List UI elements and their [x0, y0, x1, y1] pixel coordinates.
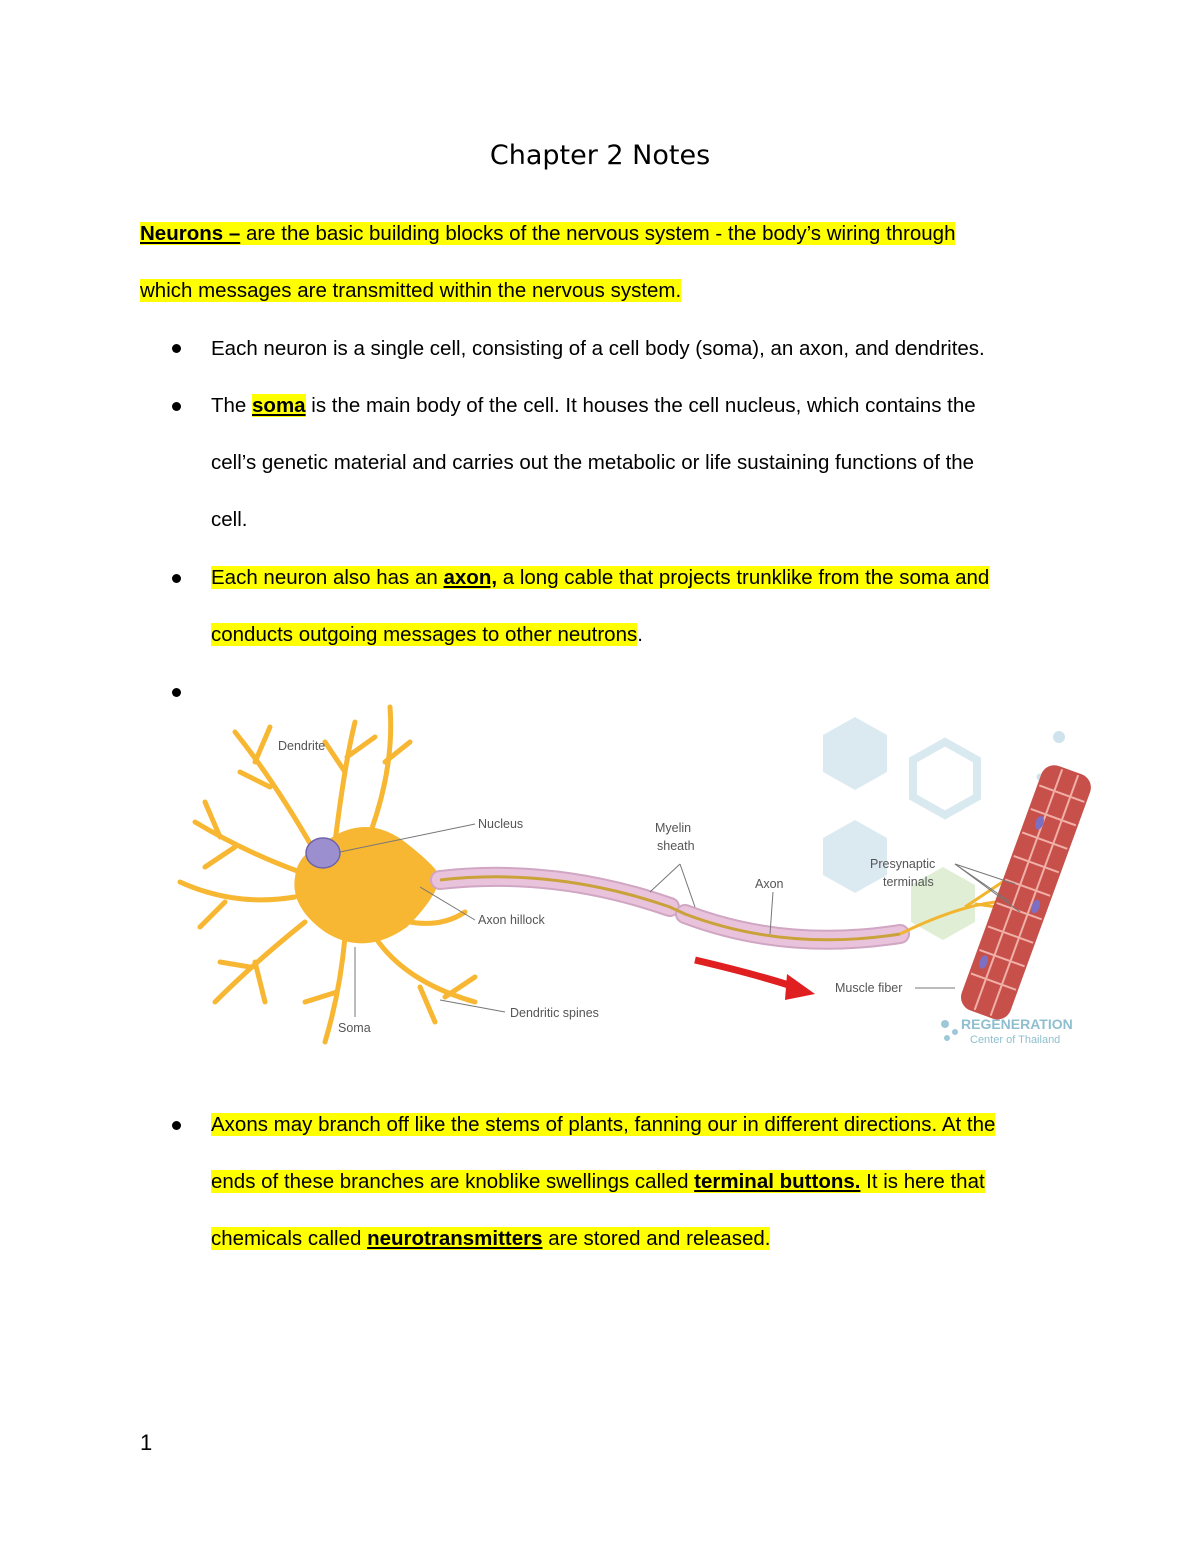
intro-text-2: which messages are transmitted within the nervous system. [140, 279, 682, 302]
label-presynaptic-1: Presynaptic [870, 857, 936, 871]
bullet-3-period: . [637, 623, 643, 646]
label-dendrite: Dendrite [278, 739, 326, 753]
direction-arrow [695, 960, 795, 987]
neuron-diagram [175, 702, 1095, 1052]
label-myelin-2: sheath [657, 839, 695, 853]
watermark-title: REGENERATION [961, 1016, 1073, 1032]
label-axon-hillock: Axon hillock [478, 913, 545, 927]
nucleus-shape [306, 838, 340, 868]
page-title: Chapter 2 Notes [489, 140, 711, 171]
watermark-subtitle: Center of Thailand [970, 1034, 1061, 1046]
bullet-3-pre: Each neuron also has an [211, 566, 444, 589]
bullet-2-post: is the main body of the cell. It houses the cell nucleus, which contains the [305, 394, 976, 417]
page-number: 1 [140, 1430, 153, 1455]
bullet-5-line-3 [211, 1225, 770, 1253]
term-neurotransmitters: neurotransmitters [367, 1227, 543, 1250]
bullet-5-line-3-pre: chemicals called [211, 1227, 368, 1250]
bullet-3-line-2 [211, 621, 643, 649]
label-nucleus: Nucleus [478, 817, 524, 831]
bullet-dot [172, 1121, 181, 1130]
label-presynaptic-2: terminals [883, 875, 934, 889]
term-neurons: Neurons – [140, 222, 241, 245]
term-axon: axon, [443, 566, 498, 589]
bullet-2-line-3: cell. [211, 508, 248, 531]
bullet-5-line-2-pre: ends of these branches are knoblike swellings called [211, 1170, 695, 1193]
intro-line-2 [140, 277, 681, 305]
bullet-dot [172, 344, 181, 353]
bullet-5-line-2-post: It is here that [860, 1170, 985, 1193]
bullet-dot [172, 402, 181, 411]
label-soma: Soma [338, 1021, 371, 1035]
term-soma: soma [252, 394, 306, 417]
label-muscle-fiber: Muscle fiber [835, 981, 903, 995]
label-axon: Axon [755, 877, 784, 891]
intro-text-1: are the basic building blocks of the nervous system - the body’s wiring through [240, 222, 956, 245]
bullet-5-line-2 [211, 1168, 985, 1196]
bullet-3-line-2-text: conducts outgoing messages to other neutrons [211, 623, 638, 646]
bullet-2-line-2: cell’s genetic material and carries out the metabolic or life sustaining functions of the [211, 451, 975, 474]
bullet-3-line-1 [211, 564, 989, 592]
term-terminal-buttons: terminal buttons. [694, 1170, 861, 1193]
bullet-1-text: Each neuron is a single cell, consisting of a cell body (soma), an axon, and dendrites. [211, 337, 985, 360]
intro-line-1 [140, 220, 955, 248]
bullet-5-line-3-post: are stored and released. [542, 1227, 771, 1250]
label-myelin-1: Myelin [655, 821, 692, 835]
bullet-5-line-1 [211, 1111, 995, 1139]
bullet-2-line-1 [211, 392, 976, 420]
bullet-2-pre: The [211, 394, 253, 417]
bullet-5-line-1-text: Axons may branch off like the stems of plants, fanning our in different directions. At the [211, 1113, 996, 1136]
label-dendritic-spines: Dendritic spines [510, 1006, 599, 1020]
bullet-dot [172, 688, 181, 697]
bullet-3-post: a long cable that projects trunklike from the soma and [497, 566, 990, 589]
bullet-dot [172, 574, 181, 583]
regeneration-logo [941, 1016, 1073, 1046]
